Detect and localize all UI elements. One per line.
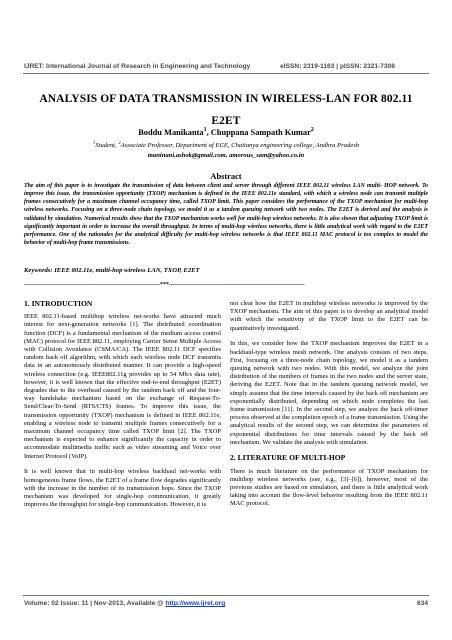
abstract-body: The aim of this paper is to investigate the transmission of data between client and server through different IEEE 802.11 wireless LAN multi- HOP network. To improve this issue, the transmission opportunity (TXOP) mechanism is defined in the IEEE 802.11e standard, with which a wireless node can transmit multiple frames consecutively for a maximum channel occupancy time, called TXOP limit. This paper considers the performance of the TXOP mechanism for multi-hop wireless networks. Focusing on a three-node chain topology, we model it as a tandem queuing network with two nodes. The E2ET is derived and the analysis is validated by simulation. Numerical results show that the TXOP mechanism works well for multi-hop wireless networks. It is also shown that adjusting TXOP limit is significantly important in order to increase the overall throughput. In terms of multi-hop wireless networks, there is little analytical work with regard to the E2ET performance. One of the rationales for the analytical difficulty for multi-hop wireless networks is that IEEE 802.11 MAC protocol is too complex to model the behavior of multi-hop frame transmissions. [24, 183, 428, 247]
keywords [24, 267, 428, 274]
literature-paragraph-1: There is much literature on the performance of TXOP mechanism for multihop wireless networks (see, e.g., [3]–[6]), however, most of the previous studies are based on simulation, and there is little analytical work taking into account the flow-level behavior resulting from the IEEE 802.11 MAC protocol. [230, 467, 428, 508]
journal-name: IJRET: International Journal of Research in Engineering and Technology [24, 63, 251, 70]
author-1-marker: 1 [203, 127, 207, 134]
author-2: Chuppana Sampath Kumar [210, 128, 311, 137]
left-column [24, 300, 221, 517]
author-list [24, 128, 428, 137]
author-emails[interactable]: maninani.ashok@gmail.com, amorous_sam@yahoo.co.in [147, 152, 305, 159]
keywords-text: IEEE 802.11e, multi-hop wireless LAN, TXOP, E2ET [52, 267, 200, 274]
title-line-1: ANALYSIS OF DATA TRANSMISSION IN WIRELESS-LAN FOR 802.11 [39, 93, 413, 105]
journal-header [24, 63, 428, 70]
journal-issn: eISSN: 2319-1163 | pISSN: 2321-7308 [280, 63, 395, 70]
journal-website-link[interactable]: http://www.ijret.org [165, 600, 226, 607]
abstract-heading: Abstract [210, 172, 242, 181]
paper-title [24, 88, 428, 132]
page-footer [24, 600, 428, 607]
affiliation [24, 139, 428, 149]
right-column [230, 300, 428, 516]
affiliation-marker-2: 2 [118, 139, 121, 145]
affiliation-part-1: Student, [95, 142, 119, 149]
introduction-paragraph-4: In this, we consider how the TXOP mechanism improves the E2ET in a backhaul-type wireless mesh network. Our analysis consists of two steps. First, focusing on a three-node chain topology, we model it as a tandem queuing network with two nodes. With this model, we analyze the joint distribution of the numbers of frames in the two nodes and the server state, deriving the E2ET. Note that in the tandem queuing network model, we simply assume that the time intervals caused by the back off mechanism are exponentially distributed, depending on which node completes the last frame transmission [11]. In the second step, we analyze the back off-timer process observed at the completion epoch of a frame transmission. Using the analytical results of the second step, we can determine the parameters of exponential distributions for time intervals caused by the back off mechanism. We validate the analysis with simulation. [230, 340, 428, 446]
introduction-heading: 1. INTRODUCTION [24, 299, 93, 308]
keywords-label: Keywords: [24, 267, 53, 274]
section-divider: --------------------------------------------------------------------***-------------------------------------------------------------------- [24, 282, 305, 288]
title-line-2: E2ET [211, 115, 241, 127]
author-separator: , [206, 128, 211, 137]
footer-volume-info: Volume: 02 Issue: 11 | Nov-2013, Available @ [24, 600, 166, 607]
affiliation-part-2: Associate Professor, Department of ECE, Chaitanya engineering college, Andhra Pradesh [120, 142, 360, 149]
author-1: Boddu Manikanta [138, 128, 204, 137]
introduction-paragraph-2: It is well known that in multi-hop wireless backhaul net-works with homogeneous frame flows, the E2ET of a frame flow degrades significantly with the increase in the number of its transmission hops. Since the TXOP mechanism was developed for single-hop communication, it greatly improves the throughput for single-hop communication. However, it is [24, 468, 221, 509]
page-number: 634 [416, 600, 428, 607]
affiliation-marker-1: 1 [92, 139, 96, 145]
author-2-marker: 2 [310, 127, 314, 134]
literature-heading: 2. LITERATURE OF MULTI-HOP [230, 453, 346, 463]
footer-rule [23, 595, 429, 596]
header-rule [23, 73, 429, 74]
introduction-paragraph-3: not clear how the E2ET in multihop wireless networks is improved by the TXOP mechanism. The aim of this paper is to develop an analytical model with which the sensitivity of the TXOP limit to the E2ET can be quantitatively investigated. [230, 300, 428, 332]
introduction-paragraph-1: IEEE 802.11-based multihop wireless net-works have attracted much interest for next-generation networks [1]. The distributed coordination function (DCF) is a fundamental mechanism of the medium access control (MAC) protocol for IEEE 802.11, employing Carrier Sense Multiple Access with Collision Avoidance (CSMA/CA). The IEEE 802.11 DCF specifies random back off algorithm, with which each wireless node DCF transmits data in an autonomously distributed manner. It can provide a high-speed wireless connection (e.g. IEEE802.11g provides up to 54 Mb/s data rate), however, it is well known that the effective end-to-end throughput (E2ET) degrades due to the overhead caused by the random back off and the four-way handshake mechanism based on the exchange of Request-To-Send/Clear-To-Send (RTS/CTS) frames. To improve this issue, the transmission opportunity (TXOP) mechanism is defined in IEEE 802.11e, enabling a wireless node to transmit multiple frames consecutively for a maximum channel occupancy time called TXOP limit [2]. The TXOP mechanism is expected to enhance significantly the capacity in order to accommodate multimedia traffic such as video streaming and Voice over Internet Protocol (VoIP). [24, 313, 221, 460]
